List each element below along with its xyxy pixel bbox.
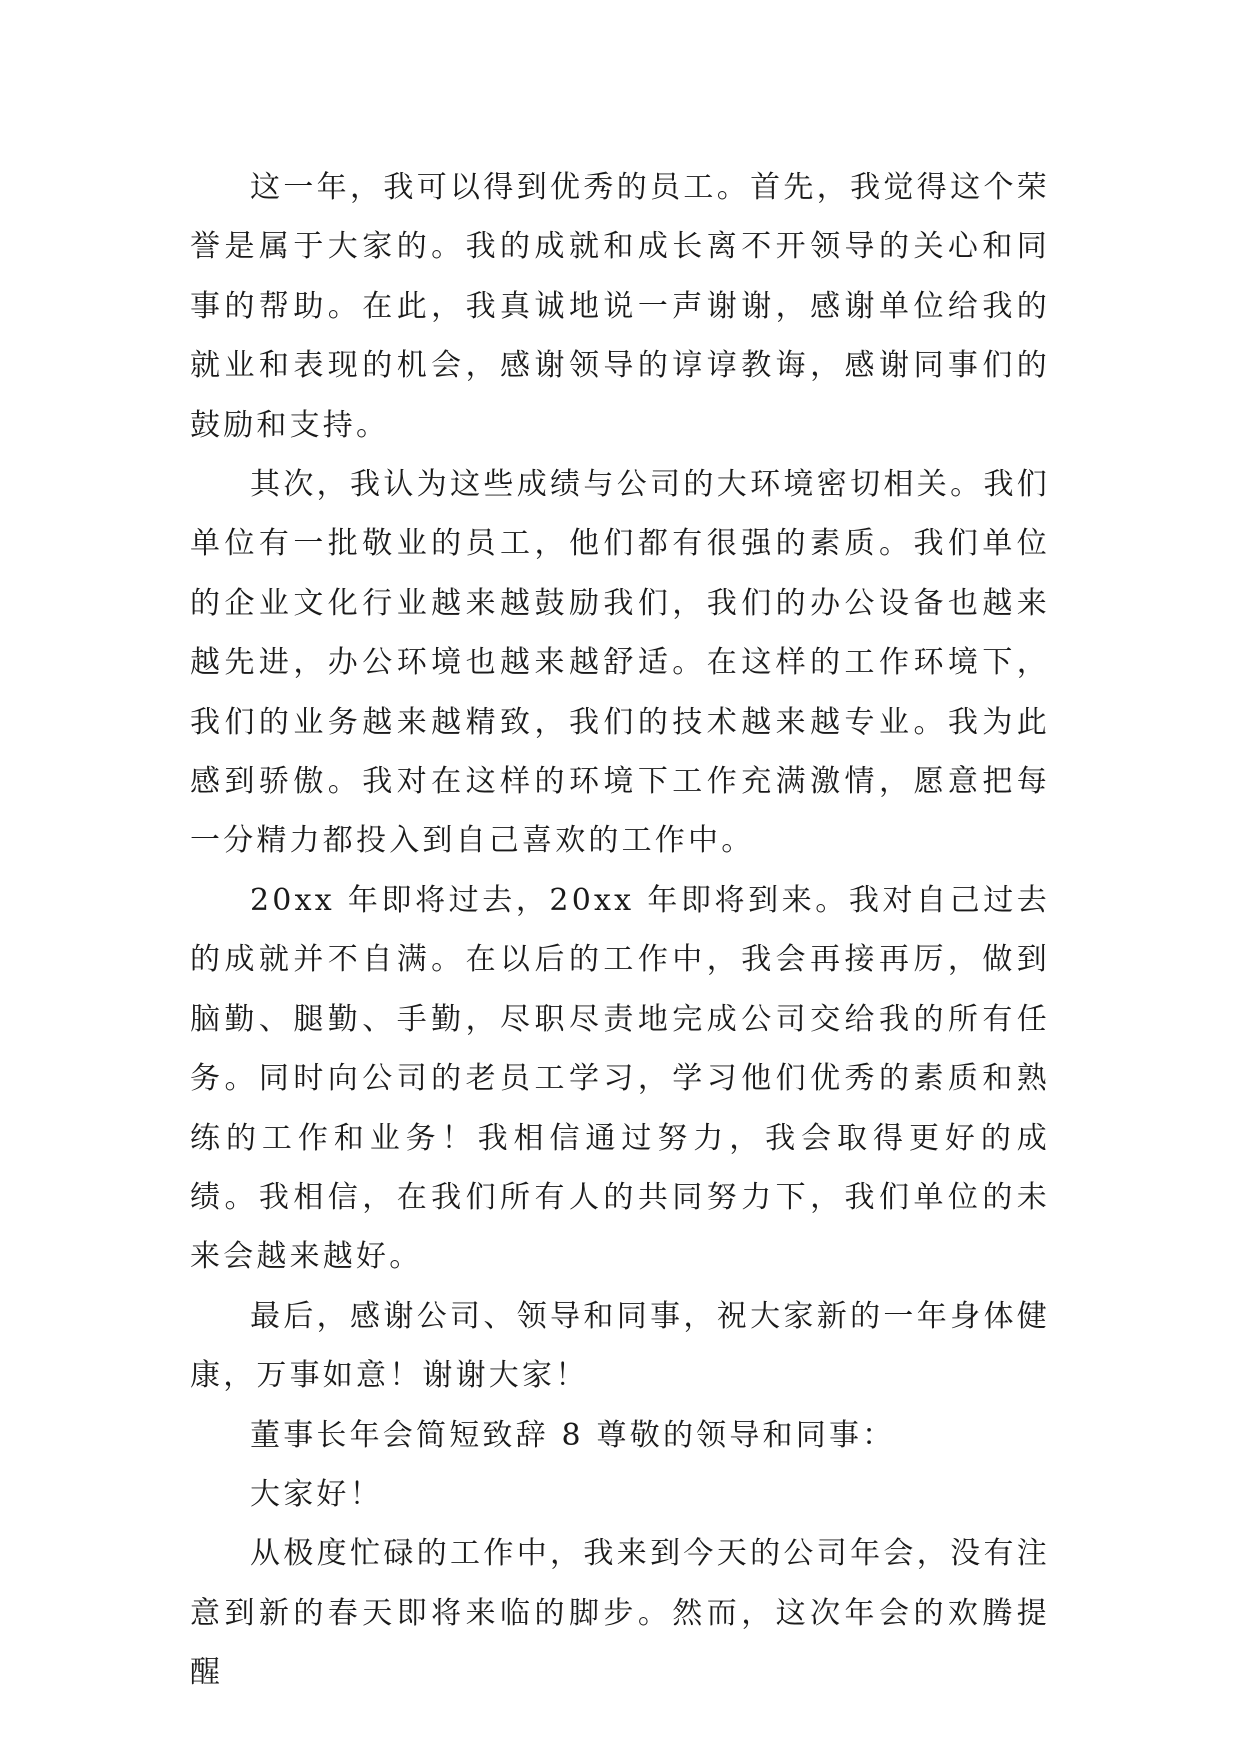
paragraph-2: 其次，我认为这些成绩与公司的大环境密切相关。我们单位有一批敬业的员工，他们都有很强的素质。我们单位的企业文化行业越来越鼓励我们，我们的办公设备也越来越先进，办公环境也越来越舒适。在这样的工作环境下，我们的业务越来越精致，我们的技术越来越专业。我为此感到骄傲。我对在这样的环境下工作充满激情，愿意把每一分精力都投入到自己喜欢的工作中。 (190, 467, 1050, 859)
document-body (190, 158, 1050, 1703)
paragraph-7: 从极度忙碌的工作中，我来到今天的公司年会，没有注意到新的春天即将来临的脚步。然而，这次年会的欢腾提醒 (190, 1536, 1050, 1691)
paragraph-3: 20xx 年即将过去，20xx 年即将到来。我对自己过去的成就并不自满。在以后的工作中，我会再接再厉，做到脑勤、腿勤、手勤，尽职尽责地完成公司交给我的所有任务。同时向公司的老员工学习，学习他们优秀的素质和熟练的工作和业务！我相信通过努力，我会取得更好的成绩。我相信，在我们所有人的共同努力下，我们单位的未来会越来越好。 (190, 882, 1050, 1275)
greeting-line: 大家好！ (250, 1476, 383, 1512)
speech-title-line: 董事长年会简短致辞 8 尊敬的领导和同事： (250, 1417, 896, 1453)
paragraph-1: 这一年，我可以得到优秀的员工。首先，我觉得这个荣誉是属于大家的。我的成就和成长离不开领导的关心和同事的帮助。在此，我真诚地说一声谢谢，感谢单位给我的就业和表现的机会，感谢领导的谆谆教诲，感谢同事们的鼓励和支持。 (190, 170, 1050, 443)
paragraph-4: 最后，感谢公司、领导和同事，祝大家新的一年身体健康，万事如意！谢谢大家！ (190, 1298, 1050, 1394)
